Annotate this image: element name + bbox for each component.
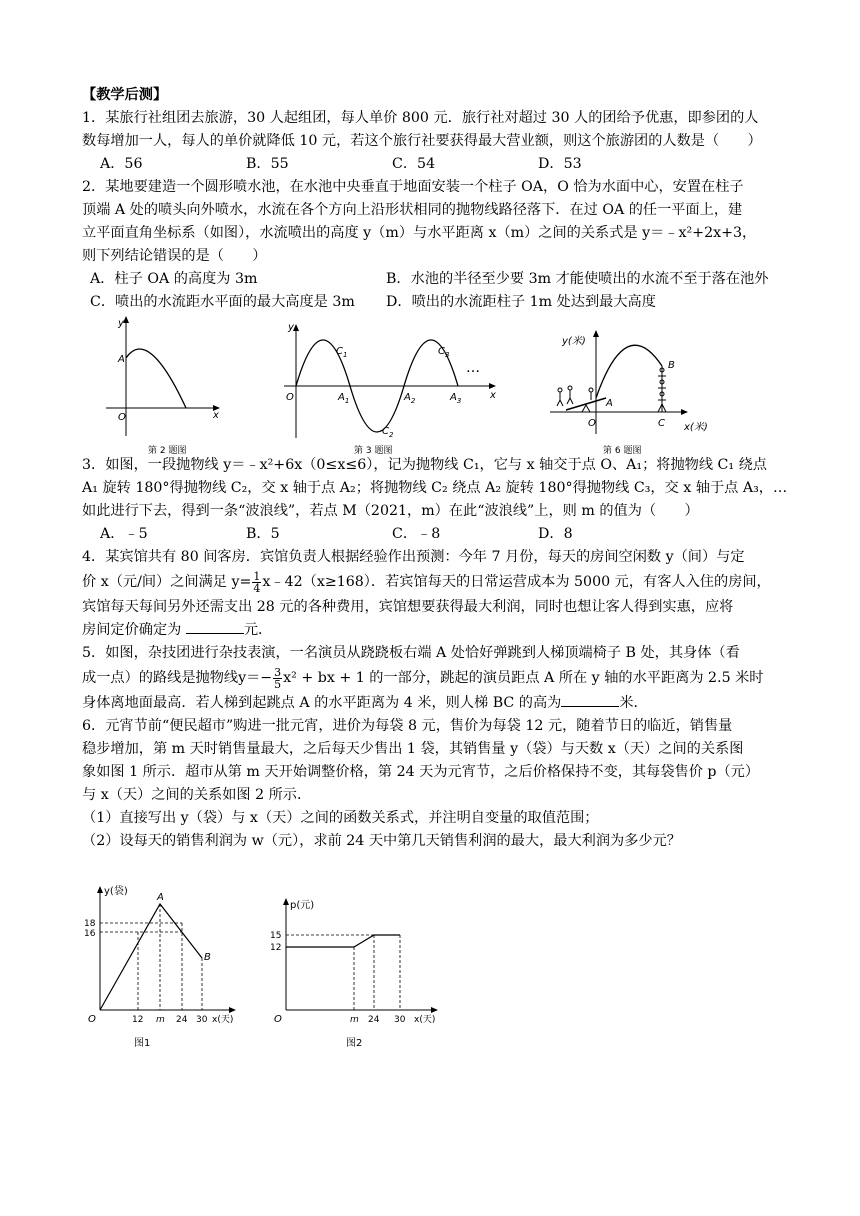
graph1-xm: m [156, 1015, 165, 1025]
q6-sub1: （1）直接写出 y（袋）与 x（天）之间的函数关系式，并注明自变量的取值范围； [82, 810, 599, 826]
q3-line3: 如此进行下去，得到一条“波浪线”，若点 M（2021，m）在此“波浪线”上，则 m 的值为（ ） [82, 503, 699, 519]
q1-option-a: A．56 [100, 156, 143, 172]
q2-option-b: B．水池的半径至少要 3m 才能使喷出的水流不至于落在池外 [386, 271, 769, 287]
graph2-xm: m [350, 1015, 359, 1025]
fig3-c3-letter: C [438, 346, 445, 357]
fig3-a1-label [337, 392, 349, 405]
fig3-ellipsis: … [466, 360, 480, 376]
q1-line2: 数每增加一人，每人的单价就降低 10 元，若这个旅行社要获得最大营业额，则这个旅游团的人数是（ ） [82, 133, 762, 149]
worksheet [82, 84, 788, 853]
fig6-o-label: O [588, 418, 596, 429]
fig3-caption: 第 3 题图 [354, 446, 393, 456]
graph1-y-arrow [97, 886, 103, 893]
fig6-c-label: C [658, 418, 665, 429]
fig3-c2-sub: 2 [388, 431, 394, 439]
q4-line2-start: 价 x（元/间）之间满足 y= [82, 574, 252, 590]
graph1-x-label: x(天) [212, 1015, 234, 1025]
q3-option-b: B．5 [246, 526, 280, 542]
q5-answer-blank[interactable] [561, 692, 619, 707]
fig3-o-label: O [286, 392, 294, 403]
fig3-a2-sub: 2 [410, 397, 416, 405]
section-title: 【教学后测】 [82, 87, 168, 103]
q5-line3 [82, 692, 782, 715]
q1-option-d: D．53 [538, 156, 582, 172]
fig3-a3-label [449, 392, 461, 405]
q2-option-a: A．柱子 OA 的高度为 3m [90, 271, 258, 287]
graph2-y12: 12 [270, 943, 282, 953]
fig2-y-label: y [118, 318, 124, 329]
fig3-a1-sub: 1 [344, 397, 350, 405]
graph1-x-arrow [229, 1007, 236, 1013]
graph1-x30: 30 [196, 1015, 208, 1025]
graph1-a-label: A [157, 892, 164, 903]
graph2-y-label: p(元) [290, 900, 315, 911]
fig2-graph [96, 312, 224, 440]
q5-line1: 5．如图，杂技团进行杂技表演，一名演员从跷跷板右端 A 处恰好弹跳到人梯顶端椅子 B 处，其身体（看 [82, 645, 740, 661]
graph2-caption: 图2 [346, 1038, 363, 1049]
fig3-c1-label [336, 346, 347, 359]
graph2-x-label: x(天) [414, 1015, 436, 1025]
q2-line2: 顶端 A 处的喷头向外喷水，水流在各个方向上沿形状相同的抛物线路径落下．在过 OA 的任一平面上，建 [82, 202, 743, 218]
fig3-x-label: x [490, 390, 496, 401]
fig6-human-ladder [658, 366, 666, 412]
graph1-x24: 24 [176, 1015, 188, 1025]
q4-line2 [82, 569, 782, 596]
graph1 [82, 880, 242, 1030]
q5-frac-num: 3 [274, 665, 282, 679]
q1-option-c: C．54 [392, 156, 436, 172]
fig6-x-label: x(米) [684, 422, 708, 433]
q5-line3-start: 身体离地面最高．若人梯到起跳点 A 的水平距离为 4 米，则人梯 BC 的高为 [82, 695, 562, 711]
graph2-line [286, 935, 400, 947]
q4-line2-end: x﹣42（x≥168）．若宾馆每天的日常运营成本为 5000 元，有客人入住的房间， [262, 574, 771, 590]
q5-line2 [82, 665, 782, 692]
q2-options-row2 [82, 291, 782, 314]
fig6-graph [546, 326, 726, 438]
q2-options-row1 [82, 268, 782, 291]
q3-line2: A₁ 旋转 180°得抛物线 C₂，交 x 轴于点 A₂；将抛物线 C₂ 绕点 A₂ 旋转 180°得抛物线 C₃，交 x 轴于点 A₃，… [82, 480, 788, 496]
q5-line2-end: x² + bx + 1 的一部分，跳起的演员距点 A 所在 y 轴的水平距离为 2.5 米时 [283, 670, 764, 686]
fig3-a3-sub: 3 [456, 397, 462, 405]
fig6-a-label: A [606, 398, 613, 409]
fig3-c3-sub: 3 [444, 351, 450, 359]
fig3-graph [280, 318, 502, 442]
q3-option-c: C．﹣8 [392, 526, 441, 542]
q1-line1: 1．某旅行社组团去旅游，30 人起组团，每人单价 800 元．旅行社对超过 30 人的团给予优惠，即参团的人 [82, 110, 759, 126]
q5-line3-end: 米． [619, 695, 648, 711]
q2-line1: 2．某地要建造一个圆形喷水池，在水池中央垂直于地面安装一个柱子 OA，O 恰为水面中心，安置在柱子 [82, 179, 744, 195]
fig6-seesaw-pivot [582, 405, 590, 412]
q3-option-a: A．﹣5 [100, 526, 148, 542]
fig6-y-label: y(米) [562, 336, 586, 347]
fig6-parabola [596, 345, 662, 398]
graph1-b-label: B [204, 952, 211, 963]
graph1-y18: 18 [84, 919, 96, 929]
q4-frac-num: 1 [253, 569, 261, 583]
graph2-x30: 30 [394, 1015, 406, 1025]
fig6-x-arrow [681, 409, 688, 415]
fig2-parabola [126, 349, 186, 408]
q4-fraction [252, 571, 261, 594]
q6-line2: 稳步增加，第 m 天时销售量最大，之后每天少售出 1 袋，其销售量 y（袋）与天数 x（天）之间的关系图 [82, 741, 744, 757]
graph1-o-label: O [88, 1014, 96, 1025]
fig3-c1-sub: 1 [342, 351, 348, 359]
fig3-a2-label [403, 392, 416, 405]
q4-line4-start: 房间定价确定为 [82, 622, 186, 638]
graph1-line [100, 904, 202, 1010]
fig6-b-label: B [668, 360, 675, 371]
q2-option-c: C．喷出的水流距水平面的最大高度是 3m [90, 294, 355, 310]
q1-options [82, 153, 782, 176]
fig3-y-label: y [288, 322, 294, 333]
q4-line1: 4．某宾馆共有 80 间客房．宾馆负责人根据经验作出预测：今年 7 月份，每天的房间空闲数 y（间）与定 [82, 549, 745, 565]
fig2-caption: 第 2 题图 [148, 446, 187, 456]
fig3-c1-letter: C [336, 346, 343, 357]
fig3-a3-letter: A [450, 392, 457, 403]
fig2-x-label: x [213, 410, 219, 421]
graph1-y16: 16 [84, 929, 96, 939]
graph2-x24: 24 [368, 1015, 380, 1025]
fig6-caption: 第 6 题图 [603, 446, 642, 456]
fig3-x-arrow [489, 383, 496, 389]
fig3-a1-letter: A [338, 392, 345, 403]
q5-frac-den: 5 [274, 677, 282, 691]
fig3-c2-letter: C [382, 426, 389, 437]
q4-line4 [82, 619, 782, 642]
q5-line2-start: 成一点）的路线是抛物线y＝− [82, 670, 273, 686]
graph2-x-arrow [431, 1007, 438, 1013]
fig2-o-label: O [118, 412, 126, 423]
q6-line3: 象如图 1 所示．超市从第 m 天开始调整价格，第 24 天为元宵节，之后价格保持不变，其每袋售价 p（元） [82, 764, 760, 780]
q4-answer-blank[interactable] [186, 619, 244, 634]
graph2-guides [286, 935, 400, 1010]
q3-options [82, 523, 782, 546]
graph2 [266, 892, 446, 1032]
q6-sub2: （2）设每天的销售利润为 w（元），求前 24 天中第几天销售利润的最大，最大利润为多少元？ [82, 833, 681, 849]
graph2-y15: 15 [270, 931, 282, 941]
q3-option-d: D．8 [538, 526, 573, 542]
fig3-a2-letter: A [404, 392, 411, 403]
fig2-a-label: A [118, 354, 125, 365]
q4-line4-end: 元． [243, 622, 273, 638]
graph1-caption: 图1 [134, 1038, 151, 1049]
fig3-c3-label [438, 346, 449, 359]
q6-line4: 与 x（天）之间的关系如图 2 所示． [82, 787, 312, 803]
q4-frac-den: 4 [253, 581, 261, 595]
q6-line1: 6．元宵节前“便民超市”购进一批元宵，进价为每袋 8 元，售价为每袋 12 元，随着节日的临近，销售量 [82, 718, 733, 734]
fig6-y-arrow [593, 330, 599, 337]
q4-line3: 宾馆每天每间另外还需支出 28 元的各种费用，宾馆想要获得最大利润，同时也想让客人得到实惠，应将 [82, 599, 734, 615]
graph2-o-label: O [274, 1014, 282, 1025]
q5-fraction [273, 667, 282, 690]
q2-option-d: D．喷出的水流距柱子 1m 处达到最大高度 [386, 294, 656, 310]
q1-option-b: B．55 [246, 156, 289, 172]
graph1-y-label: y(袋) [104, 886, 128, 897]
fig3-c2-label [382, 426, 394, 439]
q3-line1: 3．如图，一段抛物线 y＝﹣x²+6x（0≤x≤6），记为抛物线 C₁，它与 x 轴交于点 O、A₁；将抛物线 C₁ 绕点 [82, 457, 767, 473]
q2-line4: 则下列结论错误的是（ ） [82, 248, 267, 264]
q2-line3: 立平面直角坐标系（如图），水流喷出的高度 y（m）与水平距离 x（m）之间的关系式是 y＝﹣x²+2x+3， [82, 225, 757, 241]
graph2-y-arrow [283, 898, 289, 905]
graph1-x12: 12 [132, 1015, 144, 1025]
